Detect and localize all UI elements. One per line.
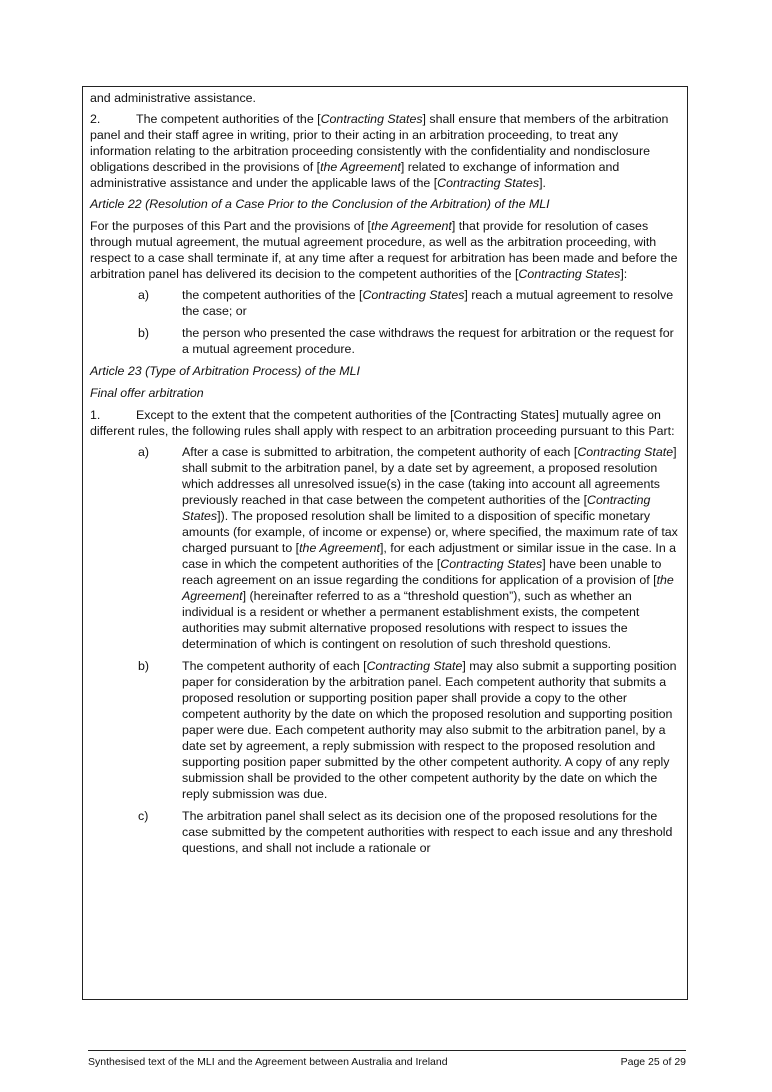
paragraph-continuation: and administrative assistance. bbox=[90, 91, 256, 105]
document-frame bbox=[82, 86, 688, 1000]
list-item-label: c) bbox=[138, 809, 149, 823]
list-item-23b bbox=[90, 658, 681, 802]
text-run: ] that provide for resolution of cases through mutual agreement, the mutual agreement procedure, as well as the arbitration proceeding, with respect to a case shall terminate if, at any time after a request for arbitration has been made and before the arbitration panel has delivered its decision to the competent authorities of the [ bbox=[90, 219, 678, 281]
text-run: ] related to exchange of information and administrative assistance and under the applicable laws of the [ bbox=[90, 160, 620, 190]
italic-term: Contracting States bbox=[440, 557, 543, 571]
text-run: The competent authorities of the [ bbox=[136, 112, 321, 126]
list-item-22b bbox=[90, 325, 681, 357]
list-item-23a bbox=[90, 444, 681, 652]
text-run: ] (hereinafter referred to as a “threshold question”), such as whether an individual is a resident or whether a permanent establishment exists, the competent authorities may submit alternative proposed resolutions with respect to issues the determination of which is contingent on resolution of such threshold questions. bbox=[182, 589, 640, 651]
list-item-text bbox=[182, 287, 681, 319]
list-item-22a bbox=[90, 287, 681, 319]
paragraph-number: 2. bbox=[90, 112, 101, 126]
italic-term: the Agreement bbox=[371, 219, 452, 233]
list-item-23c bbox=[90, 808, 681, 856]
article-22-heading: Article 22 (Resolution of a Case Prior to the Conclusion of the Arbitration) of the MLI bbox=[90, 197, 550, 211]
italic-term: Contracting States bbox=[362, 288, 465, 302]
italic-term: Contracting States bbox=[182, 493, 651, 523]
list-item-label: b) bbox=[138, 659, 150, 673]
article-23-subheading: Final offer arbitration bbox=[90, 386, 204, 400]
paragraph-number: 1. bbox=[90, 408, 101, 422]
list-item-label: b) bbox=[138, 326, 150, 340]
list-item-text bbox=[182, 444, 681, 652]
text-run: ]). The proposed resolution shall be limited to a disposition of specific monetary amounts (for example, of income or expense) or, where specified, the maximum rate of tax charged pursuant to [ bbox=[182, 509, 678, 555]
text-run: ]. bbox=[539, 176, 546, 190]
italic-term: Contracting States bbox=[437, 176, 540, 190]
text-run: ], for each adjustment or similar issue in the case. In a case in which the competent authorities of the [ bbox=[182, 541, 677, 571]
page-footer bbox=[88, 1050, 686, 1068]
italic-term: the Agreement bbox=[299, 541, 380, 555]
list-item-label: a) bbox=[138, 288, 150, 302]
text-run: ] shall submit to the arbitration panel, by a date set by agreement, a proposed resolution which addresses all unresolved issue(s) in the case (taking into account all agreements previously reached in that case between the competent authorities of the [ bbox=[182, 445, 677, 507]
text-run: the competent authorities of the [ bbox=[182, 288, 363, 302]
list-item-text: The arbitration panel shall select as its decision one of the proposed resolutions for the case submitted by the competent authorities with respect to each issue and any threshold questions, and shall not include a rationale or bbox=[182, 809, 673, 855]
italic-term: the Agreement bbox=[182, 573, 674, 603]
text-run: Except to the extent that the competent authorities of the [Contracting States] mutually agree on different rules, the following rules shall apply with respect to an arbitration proceeding pursuant to this Part: bbox=[90, 408, 675, 438]
footer-page-number: Page 25 of 29 bbox=[620, 1056, 686, 1068]
text-run: The competent authority of each [ bbox=[182, 659, 367, 673]
italic-term: Contracting State bbox=[577, 445, 674, 459]
italic-term: the Agreement bbox=[320, 160, 401, 174]
footer-document-title: Synthesised text of the MLI and the Agreement between Australia and Ireland bbox=[88, 1056, 448, 1068]
list-item-text: the person who presented the case withdraws the request for arbitration or the request for a mutual agreement procedure. bbox=[182, 326, 674, 356]
italic-term: Contracting States bbox=[320, 112, 423, 126]
text-run: ] may also submit a supporting position paper for consideration by the arbitration panel. Each competent authority that submits a proposed resolution or supporting position paper shall provide a copy to the other competent authority by the date on which the proposed resolution and supporting position paper were due. Each competent authority may also submit to the arbitration panel, by a date set by agreement, a reply submission with respect to the proposed resolution and supporting position paper submitted by the other competent authority. A copy of any reply submission shall be provided to the other competent authority by the date on which the reply submission was due. bbox=[182, 659, 677, 801]
text-run: ]: bbox=[620, 267, 628, 281]
text-run: ] reach a mutual agreement to resolve the case; or bbox=[182, 288, 674, 318]
article-22-paragraph bbox=[90, 218, 681, 282]
text-run: After a case is submitted to arbitration, the competent authority of each [ bbox=[182, 445, 578, 459]
italic-term: Contracting States bbox=[518, 267, 621, 281]
article-23-paragraph-1 bbox=[90, 407, 681, 439]
paragraph-2 bbox=[90, 111, 681, 191]
list-item-label: a) bbox=[138, 445, 150, 459]
text-run: ] have been unable to reach agreement on an issue regarding the conditions for application of a provision of [ bbox=[182, 557, 662, 587]
text-run: For the purposes of this Part and the provisions of [ bbox=[90, 219, 372, 233]
document-body bbox=[83, 87, 687, 856]
list-item-text bbox=[182, 658, 681, 802]
text-run: ] shall ensure that members of the arbitration panel and their staff agree in writing, prior to their acting in an arbitration proceeding, to treat any information relating to the arbitration proceeding consistently with the confidentiality and nondisclosure obligations described in the provisions of [ bbox=[90, 112, 669, 174]
italic-term: Contracting State bbox=[366, 659, 463, 673]
article-23-heading: Article 23 (Type of Arbitration Process) of the MLI bbox=[90, 364, 360, 378]
